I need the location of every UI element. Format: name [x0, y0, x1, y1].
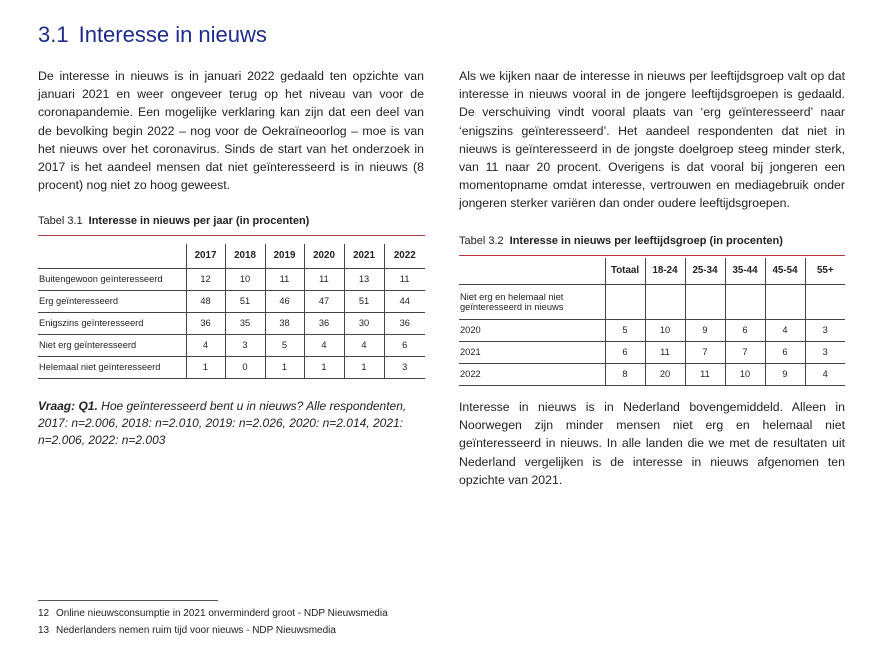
table1-cell: 1 — [186, 356, 225, 378]
table1-row-label: Buitengewoon geïnteresseerd — [38, 268, 186, 290]
table2-cell — [805, 284, 845, 319]
table1-cell: 5 — [265, 334, 304, 356]
table1-note-text: Hoe geïnteresseerd bent u in nieuws? Alle respondenten, 2017: n=2.006, 2018: n=2.010, 2019: n=2.026, 2020: n=2.014, 2021: n=2.006, 2022: n=2.003 — [38, 399, 407, 447]
table1-header-cell: 2019 — [265, 244, 304, 268]
table2-cell: 7 — [685, 341, 725, 363]
table1-cell: 38 — [265, 312, 304, 334]
table-row — [38, 290, 425, 312]
table2-cell: 11 — [645, 341, 685, 363]
section-title: Interesse in nieuws — [78, 22, 267, 47]
table1-cell: 3 — [225, 334, 265, 356]
footnote-number: 13 — [38, 625, 50, 636]
table2-caption — [459, 235, 783, 247]
table1-cell: 4 — [344, 334, 384, 356]
table1-caption-number: Tabel 3.1 — [38, 215, 83, 227]
table2-cell: 3 — [805, 341, 845, 363]
table-row — [38, 312, 425, 334]
table2-group-row — [459, 284, 845, 319]
table2-cell: 5 — [605, 319, 645, 341]
table2-header-cell — [459, 258, 605, 284]
footnote — [38, 608, 388, 619]
table2-header-cell: 35-44 — [725, 258, 765, 284]
table2-cell — [725, 284, 765, 319]
table2-cell — [685, 284, 725, 319]
section-heading — [38, 22, 267, 48]
table2-cell: 9 — [765, 363, 805, 385]
table1-cell: 51 — [225, 290, 265, 312]
table1-cell: 13 — [344, 268, 384, 290]
table1-cell: 1 — [344, 356, 384, 378]
table1-cell: 4 — [304, 334, 344, 356]
table2-header-cell: 45-54 — [765, 258, 805, 284]
table1-cell: 11 — [384, 268, 425, 290]
table-interest-per-age-group — [459, 258, 845, 386]
table2-cell: 11 — [685, 363, 725, 385]
table2-cell: 8 — [605, 363, 645, 385]
table-row — [459, 319, 845, 341]
table1-caption — [38, 215, 309, 227]
table2-row-label: 2020 — [459, 319, 605, 341]
table2-caption-rule — [459, 255, 845, 256]
footnote-divider — [38, 600, 218, 601]
table1-cell: 11 — [304, 268, 344, 290]
table2-cell: 10 — [725, 363, 765, 385]
table2-caption-title: Interesse in nieuws per leeftijdsgroep (in procenten) — [509, 235, 783, 247]
table2-cell: 20 — [645, 363, 685, 385]
table-row — [38, 334, 425, 356]
table1-cell: 1 — [265, 356, 304, 378]
table2-cell: 4 — [765, 319, 805, 341]
table-row — [38, 356, 425, 378]
table1-header-cell: 2018 — [225, 244, 265, 268]
table1-cell: 51 — [344, 290, 384, 312]
table1-cell: 30 — [344, 312, 384, 334]
table1-cell: 48 — [186, 290, 225, 312]
footnote-text: Nederlanders nemen ruim tijd voor nieuws - NDP Nieuwsmedia — [56, 625, 336, 636]
table2-header-cell: 55+ — [805, 258, 845, 284]
country-comparison-paragraph: Interesse in nieuws is in Nederland bovengemiddeld. Alleen in Noorwegen zijn minder mensen niet erg en helemaal niet geïnteresseerd in nieuws. In alle landen die we met de resultaten uit Nederland vergelijken is de interesse in nieuws afgenomen ten opzichte van 2021. — [459, 400, 845, 487]
table2-header-cell: 25-34 — [685, 258, 725, 284]
table1-header-cell: 2022 — [384, 244, 425, 268]
table1-row-label: Helemaal niet geïnteresseerd — [38, 356, 186, 378]
table2-header-cell: Totaal — [605, 258, 645, 284]
table1-row-label: Enigszins geïnteresseerd — [38, 312, 186, 334]
table1-header-cell: 2017 — [186, 244, 225, 268]
table1-cell: 10 — [225, 268, 265, 290]
table1-cell: 12 — [186, 268, 225, 290]
table1-cell: 36 — [384, 312, 425, 334]
table1-header-cell: 2020 — [304, 244, 344, 268]
table2-row-label: 2021 — [459, 341, 605, 363]
table2-cell: 4 — [805, 363, 845, 385]
table1-caption-rule — [38, 235, 425, 236]
table1-cell: 3 — [384, 356, 425, 378]
table-row — [38, 268, 425, 290]
table-interest-per-year — [38, 244, 425, 379]
table1-header-cell: 2021 — [344, 244, 384, 268]
table2-cell: 6 — [725, 319, 765, 341]
table2-cell: 3 — [805, 319, 845, 341]
section-number: 3.1 — [38, 22, 69, 47]
table1-cell: 6 — [384, 334, 425, 356]
table2-cell — [645, 284, 685, 319]
table2-cell — [605, 284, 645, 319]
table1-caption-title: Interesse in nieuws per jaar (in procenten) — [88, 215, 310, 227]
table1-cell: 11 — [265, 268, 304, 290]
table2-row-label: 2022 — [459, 363, 605, 385]
table2-cell: 10 — [645, 319, 685, 341]
table2-cell: 7 — [725, 341, 765, 363]
table1-note-question: Vraag: Q1. — [38, 399, 98, 413]
table1-cell: 4 — [186, 334, 225, 356]
table1-cell: 0 — [225, 356, 265, 378]
intro-paragraph: De interesse in nieuws is in januari 2022 gedaald ten opzichte van januari 2021 en weer ongeveer terug op het niveau van voor de coronapandemie. Een mogelijke verklaring kan zijn dat een deel van de bevolking begin 2022 – nog voor de Oekraïneoorlog – moe is van het nieuws over het coronavirus. Sinds de start van het onderzoek in 2017 is het aandeel mensen dat niet geïnteresseerd is in nieuws (8 procent) nog niet zo hoog geweest. — [38, 69, 424, 193]
table1-cell: 36 — [304, 312, 344, 334]
footnote — [38, 625, 336, 636]
table1-cell: 36 — [186, 312, 225, 334]
table1-cell: 44 — [384, 290, 425, 312]
table-row — [459, 363, 845, 385]
table1-row-label: Erg geïnteresseerd — [38, 290, 186, 312]
table1-cell: 35 — [225, 312, 265, 334]
table1-header-row — [38, 244, 425, 268]
table2-caption-number: Tabel 3.2 — [459, 235, 504, 247]
table1-header-cell — [38, 244, 186, 268]
table2-cell — [765, 284, 805, 319]
table1-cell: 46 — [265, 290, 304, 312]
age-group-paragraph: Als we kijken naar de interesse in nieuws per leeftijdsgroep valt op dat interesse in nieuws vooral in de jongere leeftijdsgroepen is gedaald. De verschuiving vindt vooral plaats van ‘erg geïnteresseerd’ naar ‘enigszins geïnteresseerd’. Het aandeel respondenten dat niet in nieuws is geïnteresseerd in de jongste doelgroep steeg minder sterk, van 11 naar 20 procent. Overigens is dat vooral bij jongeren een momentopname omdat interesse, vertrouwen en mediagebruik onder jongeren sterker variëren dan onder oudere leeftijdsgroepen. — [459, 69, 845, 211]
table-row — [459, 341, 845, 363]
table1-note — [38, 398, 428, 449]
table1-cell: 47 — [304, 290, 344, 312]
table2-header-cell: 18-24 — [645, 258, 685, 284]
table2-cell: 9 — [685, 319, 725, 341]
table2-cell: 6 — [765, 341, 805, 363]
footnote-number: 12 — [38, 608, 50, 619]
table2-header-row — [459, 258, 845, 284]
table2-cell: 6 — [605, 341, 645, 363]
footnote-text: Online nieuwsconsumptie in 2021 onverminderd groot - NDP Nieuwsmedia — [56, 608, 388, 619]
table1-row-label: Niet erg geïnteresseerd — [38, 334, 186, 356]
table1-cell: 1 — [304, 356, 344, 378]
table2-group-label: Niet erg en helemaal niet geïnteresseerd in nieuws — [459, 284, 605, 319]
